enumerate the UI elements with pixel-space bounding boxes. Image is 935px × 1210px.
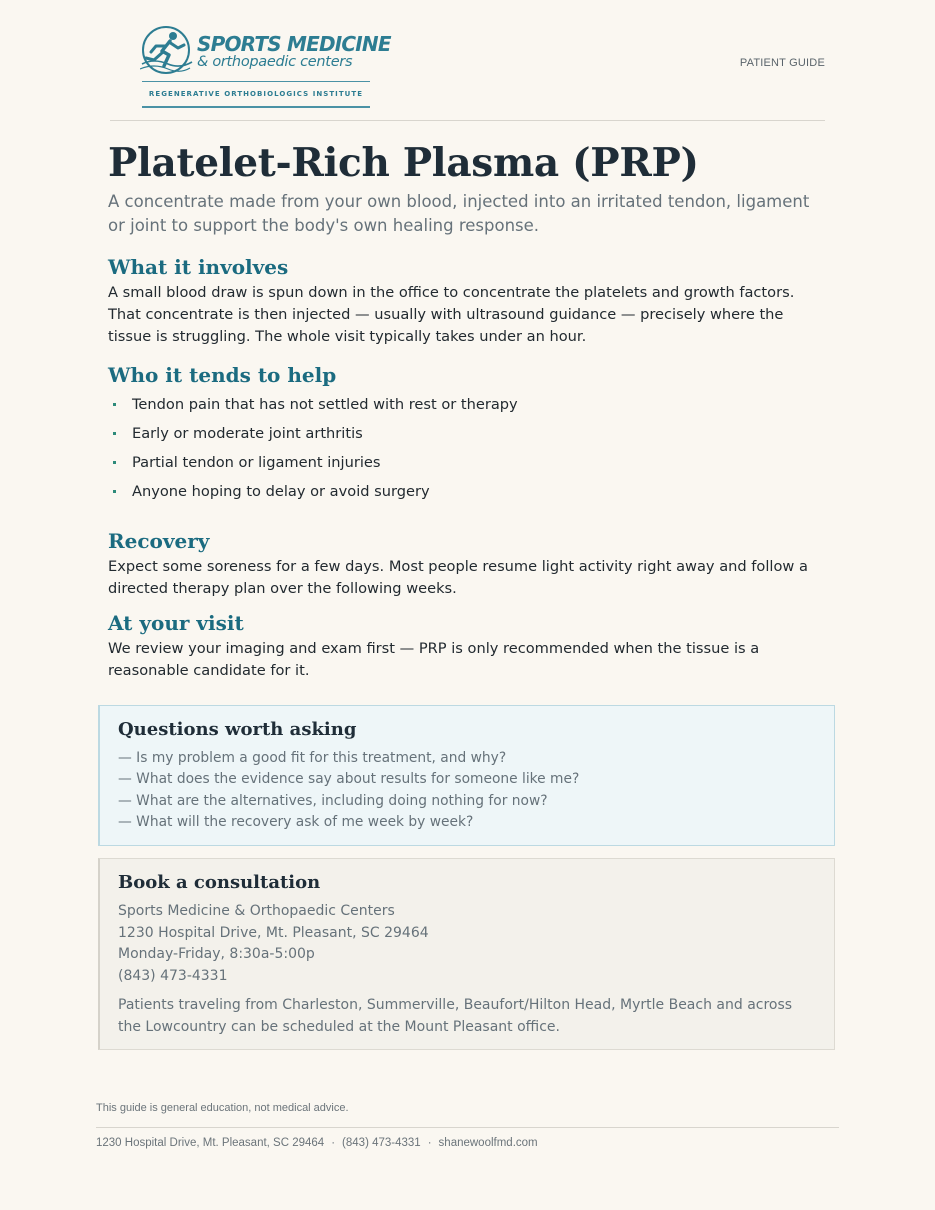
help-list: [108, 390, 830, 506]
phone-number: (843) 473-4331: [118, 967, 228, 984]
logo-institute: REGENERATIVE ORTHOBIOLOGICS INSTITUTE: [148, 90, 364, 98]
runner-in-circle-icon: [140, 24, 194, 78]
square-bullet-icon: [113, 432, 116, 435]
question-item: — What are the alternatives, including doing nothing for now?: [118, 792, 548, 809]
questions-box: [98, 705, 835, 846]
footer-address: 1230 Hospital Drive, Mt. Pleasant, SC 29464: [96, 1137, 325, 1149]
header-divider: [110, 120, 825, 121]
footer-website-link[interactable]: shanewoolfmd.com: [438, 1137, 538, 1149]
guide-label: PATIENT GUIDE: [739, 57, 825, 69]
section-heading: Recovery: [108, 529, 210, 553]
footer-separator: ·: [427, 1137, 432, 1149]
disclaimer: This guide is general education, not medical advice.: [96, 1102, 349, 1114]
section-what-it-involves: [108, 254, 830, 348]
section-heading: What it involves: [108, 255, 289, 279]
list-item-text: Tendon pain that has not settled with rest or therapy: [132, 396, 518, 413]
logo-tagline: & orthopaedic centers: [197, 54, 353, 70]
practice-name: Sports Medicine & Orthopaedic Centers: [118, 903, 395, 919]
question-item: — What does the evidence say about results for someone like me?: [118, 771, 580, 788]
section-body: Expect some soreness for a few days. Most people resume light activity right away and follow a directed therapy plan over the following weeks.: [108, 558, 808, 597]
question-item: — Is my problem a good fit for this treatment, and why?: [118, 750, 507, 766]
booking-box: [98, 858, 835, 1050]
footer: [96, 1137, 538, 1149]
list-item: [108, 477, 830, 506]
section-heading: At your visit: [108, 611, 244, 635]
footer-separator: ·: [331, 1137, 336, 1149]
section-recovery: [108, 528, 830, 600]
square-bullet-icon: [113, 490, 116, 493]
logo-wordmark: SPORTS MEDICINE: [197, 32, 391, 56]
logo-rule: [142, 106, 370, 108]
footer-phone: (843) 473-4331: [342, 1137, 421, 1149]
page-subtitle: A concentrate made from your own blood, injected into an irritated tendon, ligament or joint to support the body's own healing response.: [108, 192, 810, 235]
section-at-your-visit: [108, 610, 830, 682]
list-item: [108, 448, 830, 477]
square-bullet-icon: [113, 461, 116, 464]
section-heading: Who it tends to help: [108, 363, 337, 387]
booking-details: [118, 901, 834, 987]
square-bullet-icon: [113, 403, 116, 406]
section-body: A small blood draw is spun down in the office to concentrate the platelets and growth factors. That concentrate is then injected — usually with ultrasound guidance — precisely where the tissue is struggling. The whole visit typically takes under an hour.: [108, 284, 795, 345]
questions-list: [118, 748, 834, 833]
question-item: — What will the recovery ask of me week by week?: [118, 813, 474, 830]
list-item-text: Partial tendon or ligament injuries: [132, 454, 381, 471]
practice-address: 1230 Hospital Drive, Mt. Pleasant, SC 29464: [118, 924, 429, 941]
questions-heading: Questions worth asking: [118, 719, 357, 740]
logo-rule: [142, 81, 370, 82]
section-body: We review your imaging and exam first — PRP is only recommended when the tissue is a reasonable candidate for it.: [108, 640, 760, 679]
list-item-text: Anyone hoping to delay or avoid surgery: [132, 483, 430, 500]
booking-heading: Book a consultation: [118, 872, 321, 893]
office-hours: Monday-Friday, 8:30a-5:00p: [118, 946, 315, 962]
list-item-text: Early or moderate joint arthritis: [132, 425, 363, 442]
list-item: [108, 419, 830, 448]
footer-divider: [96, 1127, 839, 1128]
booking-note: Patients traveling from Charleston, Summerville, Beaufort/Hilton Head, Myrtle Beach and across the Lowcountry can be scheduled at the Mount Pleasant office.: [118, 997, 793, 1035]
main-content: [108, 138, 830, 682]
list-item: [108, 390, 830, 419]
practice-logo: [140, 24, 391, 110]
section-who-it-helps: [108, 362, 830, 506]
page-title: Platelet-Rich Plasma (PRP): [108, 140, 699, 186]
